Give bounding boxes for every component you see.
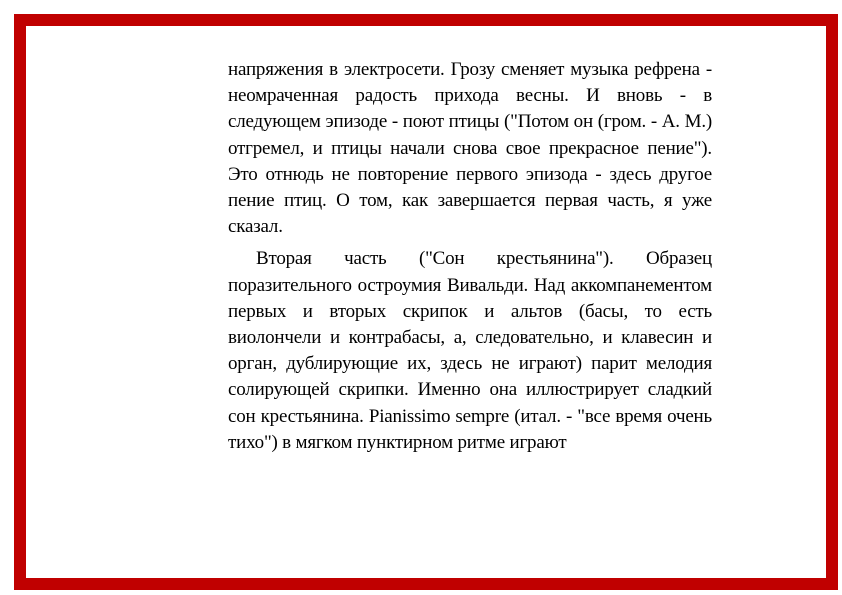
document-body xyxy=(228,57,712,456)
paragraph: Вторая часть ("Сон крестьянина"). Образец поразительного остроумия Вивальди. Над аккомпанементом первых и вторых скрипок и альтов (басы, то есть виолончели и контрабасы, а, следовательно, и клавесин и орган, дублирующие их, здесь не играют) парит мелодия солирующей скрипки. Именно она иллюстрирует сладкий сон крестьянина. Pianissimo sempre (итал. - "все время очень тихо") в мягком пунктирном ритме играют xyxy=(228,248,712,453)
paragraph: напряжения в электросети. Грозу сменяет музыка рефрена - неомраченная радость прихода весны. И вновь - в следующем эпизоде - поют птицы ("Потом он (гром. - А. М.) отгремел, и птицы начали снова свое прекрасное пение"). Это отнюдь не повторение первого эпизода - здесь другое пение птиц. О том, как завершается первая часть, я уже сказал. xyxy=(228,59,712,238)
